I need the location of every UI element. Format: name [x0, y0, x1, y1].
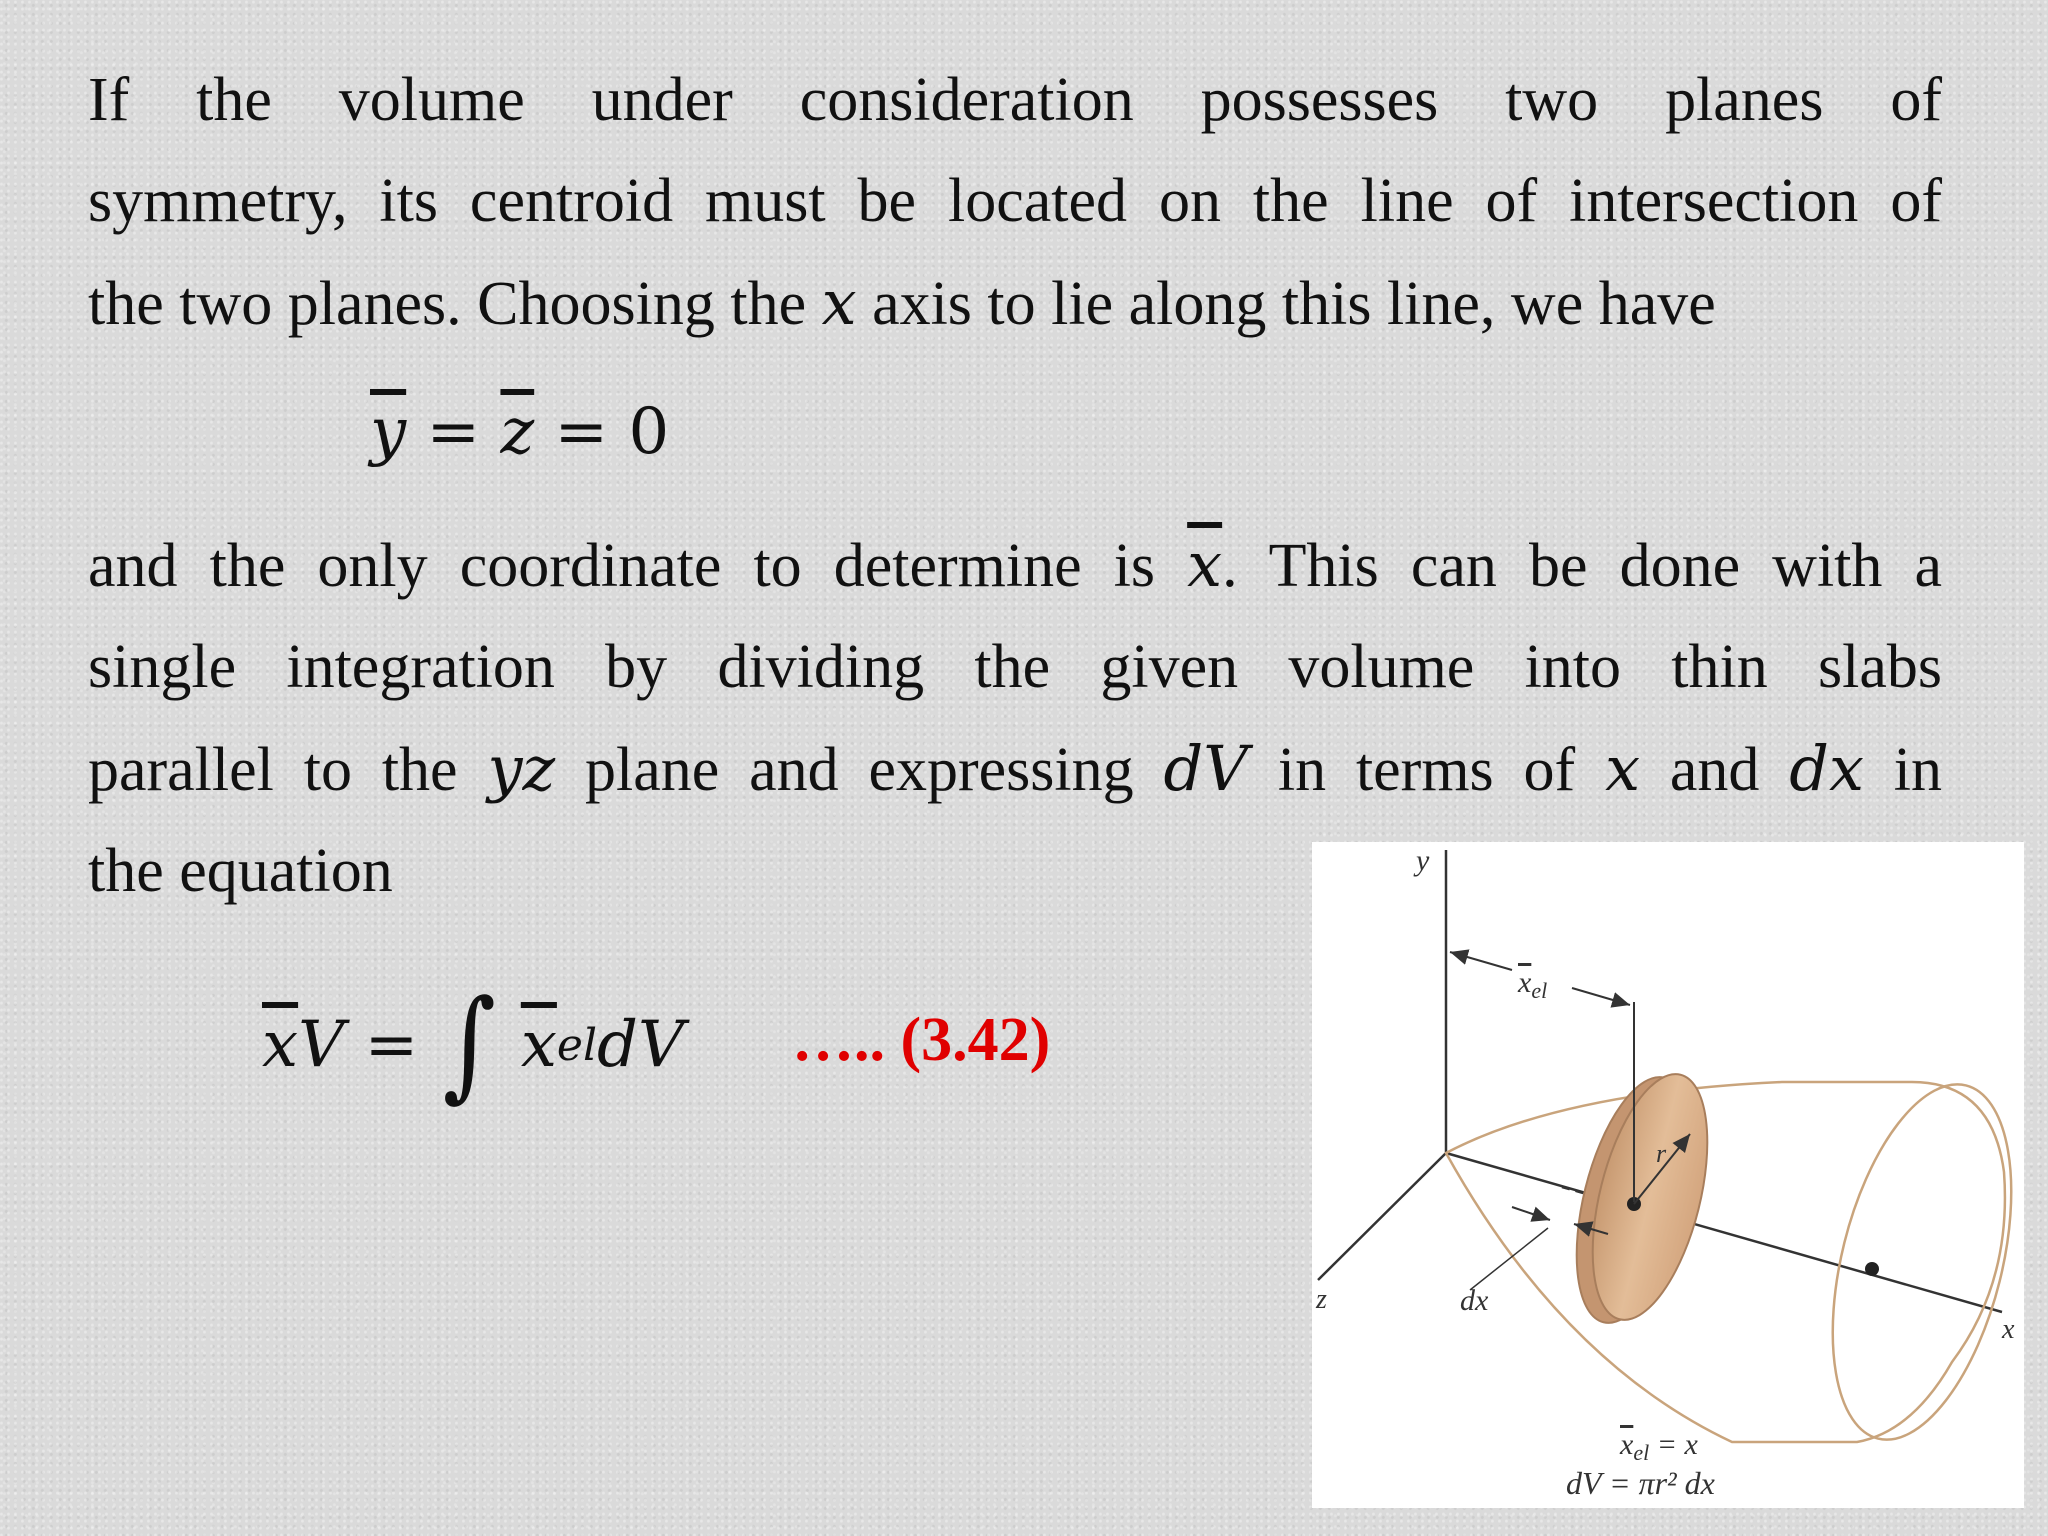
x-axis — [1446, 1153, 2002, 1312]
text-segment: axis to lie along this line, we have — [872, 270, 1716, 338]
math-yz: yz — [487, 732, 556, 805]
math-equals: = — [554, 395, 609, 469]
xel-sub: el — [1531, 978, 1548, 1003]
math-x: x — [1605, 732, 1641, 805]
paragraph-2-line-4: the equation — [88, 837, 393, 905]
text-segment: in — [1893, 736, 1943, 804]
math-xbar: $\overline{x}$ — [262, 1008, 299, 1082]
math-dV: dV — [597, 1008, 685, 1082]
math-zbar: $\overline{z}$ — [500, 395, 535, 469]
cap-sub: el — [1633, 1440, 1650, 1465]
text-segment: and the only coordinate to determine is — [88, 532, 1156, 600]
label-x: x — [2002, 1314, 2015, 1345]
paragraph-1-line-2: symmetry, its centroid must be located on the line of intersection of — [88, 167, 1942, 235]
equation-number: ….. (3.42) — [792, 1006, 1051, 1074]
math-equals: = — [426, 395, 481, 469]
math-subscript-el: el — [556, 1019, 598, 1071]
xel-arrow-left — [1450, 952, 1512, 970]
paragraph-2-line-3 — [88, 718, 1942, 821]
label-dx: dx — [1460, 1284, 1489, 1317]
math-V: V — [298, 1008, 345, 1082]
math-ybar: $\overline{y}$ — [370, 395, 407, 469]
paragraph-2-line-1 — [88, 514, 1942, 617]
label-y: y — [1416, 844, 1430, 877]
text-segment: plane and expressing — [585, 736, 1134, 804]
math-xbar: $\overline{x}$ — [1187, 528, 1223, 601]
text-segment: parallel to the — [88, 736, 458, 804]
xel-x: x — [1518, 966, 1532, 999]
dx-arrow-left — [1512, 1207, 1550, 1220]
text-segment: and — [1669, 736, 1760, 804]
math-equals: = — [364, 1008, 419, 1082]
cap-x: x — [1620, 1428, 1634, 1461]
math-var-x: x — [821, 266, 857, 339]
centroid-figure — [1312, 842, 2024, 1508]
text-segment: in terms of — [1277, 736, 1576, 804]
centroid-diagram — [1312, 842, 2024, 1508]
z-axis — [1318, 1153, 1446, 1280]
math-dV: dV — [1163, 732, 1248, 805]
volume-centroid-dot — [1865, 1262, 1879, 1276]
paragraph-1-line-1: If the volume under consideration possesses two planes of — [88, 66, 1942, 134]
label-r: r — [1656, 1139, 1667, 1168]
text-segment: the two planes. Choosing the — [88, 270, 807, 338]
caption-line-1 — [1619, 1428, 1698, 1465]
math-dx: dx — [1789, 732, 1864, 805]
cap-rest: = x — [1649, 1428, 1698, 1461]
volume-outline — [1446, 1082, 2005, 1442]
math-zero: 0 — [628, 395, 670, 469]
label-xel — [1517, 966, 1547, 1003]
equation-1 — [370, 395, 669, 469]
xel-arrow-right — [1572, 988, 1630, 1005]
paragraph-1 — [88, 50, 1942, 355]
paragraph-2-line-2: single integration by dividing the given volume into thin slabs — [88, 633, 1942, 701]
text-segment: . This can be done with a — [1222, 532, 1942, 600]
math-xbar-el: $\overline{x}$ — [520, 1008, 557, 1082]
dx-leader — [1470, 1228, 1548, 1290]
caption-line-2: dV = πr² dx — [1566, 1465, 1715, 1501]
integral-sign: ∫ — [442, 975, 497, 1114]
paragraph-1-line-3 — [88, 252, 1942, 355]
equation-2 — [262, 965, 684, 1125]
label-z: z — [1316, 1284, 1327, 1315]
